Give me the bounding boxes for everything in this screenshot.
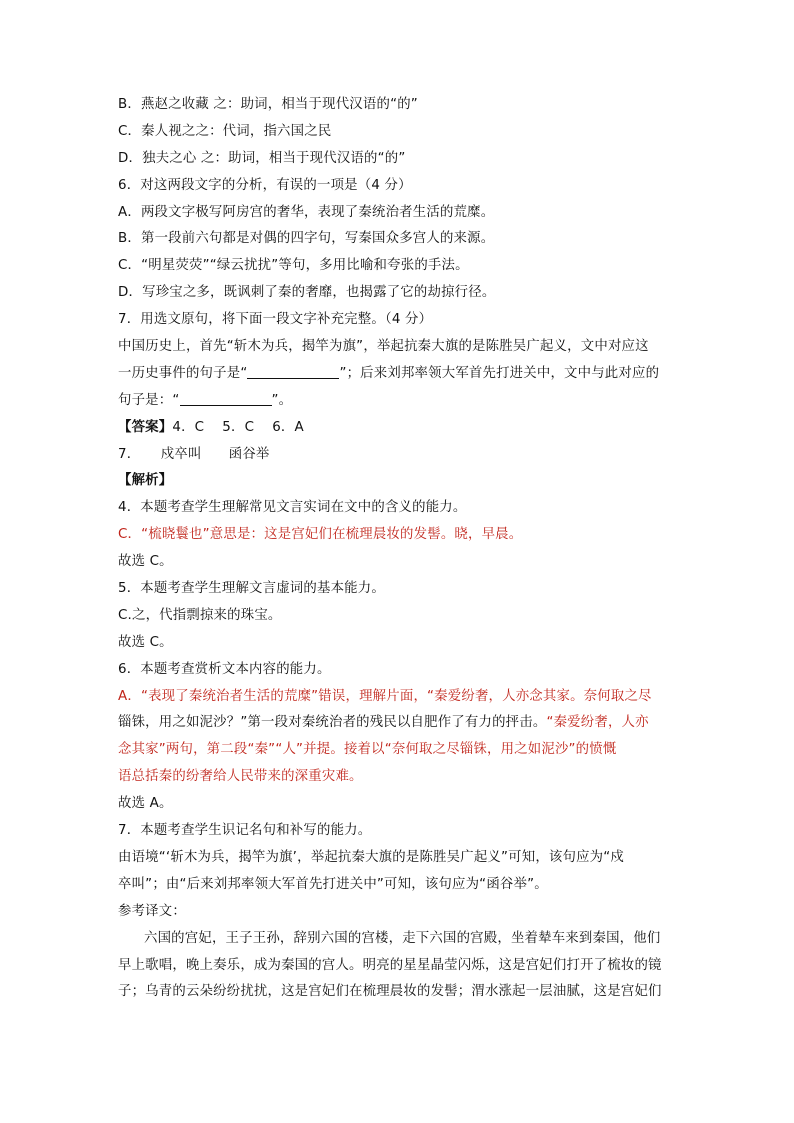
q7-text-pre: 一历史事件的句子是“ bbox=[118, 365, 248, 381]
analysis-6-detail-2b: “秦爱纷奢，人亦 bbox=[546, 715, 649, 731]
analysis-4-detail: C．“梳晓鬟也”意思是：这是宫妃们在梳理晨妆的发髻。晓，早晨。 bbox=[118, 527, 523, 543]
option-c-line: C．秦人视之之：代词，指六国之民 bbox=[118, 123, 332, 139]
translation-line-1: 六国的宫妃，王子王孙，辞别六国的宫楼，走下六国的宫殿，坐着辇车来到秦国，他们 bbox=[144, 930, 661, 946]
analysis-6-detail-1: A．“表现了秦统治者生活的荒糜”错误，理解片面，“秦爱纷奢，人亦念其家。奈何取之尽 bbox=[118, 688, 652, 704]
analysis-5-choice: 故选 C。 bbox=[118, 634, 173, 650]
analysis-7-detail-1: 由语境“‘斩木为兵，揭竿为旗’，举起抗秦大旗的是陈胜吴广起义”可知，该句应为“戍 bbox=[118, 849, 624, 865]
answer-7-line: 7． 戍卒叫 函谷举 bbox=[118, 446, 270, 462]
q6-option-c: C．“明星荧荧”“绿云扰扰”等句，多用比喻和夸张的手法。 bbox=[118, 258, 469, 274]
analysis-6-detail-2 bbox=[118, 710, 678, 737]
fill-blank-2[interactable] bbox=[180, 390, 272, 406]
analysis-5: 5．本题考查学生理解文言虚词的基本能力。 bbox=[118, 581, 385, 597]
fill-blank-1[interactable] bbox=[247, 363, 339, 379]
q7-text-post: ”。 bbox=[271, 392, 293, 408]
analysis-6: 6．本题考查赏析文本内容的能力。 bbox=[118, 661, 331, 677]
analysis-heading: 【解析】 bbox=[118, 473, 173, 489]
q7-blank-line-1 bbox=[118, 361, 678, 388]
analysis-6-choice: 故选 A。 bbox=[118, 796, 173, 812]
option-d-line: D．独夫之心 之：助词，相当于现代汉语的“的” bbox=[118, 150, 406, 166]
question-7: 7．用选文原句，将下面一段文字补充完整。（4 分） bbox=[118, 312, 433, 328]
translation-line-3: 子；乌青的云朵纷纷扰扰，这是宫妃们在梳理晨妆的发髻；渭水涨起一层油腻，这是宫妃们 bbox=[118, 984, 662, 1000]
translation-heading: 参考译文： bbox=[118, 903, 186, 919]
question-6: 6．对这两段文字的分析，有误的一项是（4 分） bbox=[118, 177, 412, 193]
analysis-7-detail-2: 卒叫”；由“后来刘邦率领大军首先打进关中”可知，该句应为“函谷举”。 bbox=[118, 876, 548, 892]
analysis-4: 4．本题考查学生理解常见文言实词在文中的含义的能力。 bbox=[118, 500, 467, 516]
q6-option-b: B．第一段前六句都是对偶的四字句，写秦国众多宫人的来源。 bbox=[118, 231, 495, 247]
analysis-6-detail-4: 语总括秦的纷奢给人民带来的深重灾难。 bbox=[118, 769, 363, 785]
analysis-4-choice: 故选 C。 bbox=[118, 554, 173, 570]
q7-text-post: ”；后来刘邦率领大军首先打进关中，文中与此对应的 bbox=[339, 365, 660, 381]
q7-text-pre: 句子是：“ bbox=[118, 392, 180, 408]
analysis-6-detail-3: 念其家”两句，第二段“秦”“人”并提。接着以“奈何取之尽锱铢，用之如泥沙”的愤慨 bbox=[118, 742, 617, 758]
analysis-5-detail: C.之，代指剽掠来的珠宝。 bbox=[118, 607, 282, 623]
q6-option-d: D．写珍宝之多，既讽刺了秦的奢靡，也揭露了它的劫掠行径。 bbox=[118, 285, 496, 301]
answer-label: 【答案】 bbox=[118, 419, 173, 435]
answer-text: 4．C 5．C 6．A bbox=[172, 419, 304, 435]
answer-line bbox=[118, 415, 678, 442]
analysis-7: 7．本题考查学生识记名句和补写的能力。 bbox=[118, 823, 372, 839]
document-page bbox=[118, 92, 678, 1006]
q7-blank-line-2 bbox=[118, 388, 678, 415]
analysis-6-detail-2a: 锱铢，用之如泥沙？”第一段对秦统治者的残民以自肥作了有力的抨击。 bbox=[118, 715, 547, 731]
q7-context-line: 中国历史上，首先“斩木为兵，揭竿为旗”，举起抗秦大旗的是陈胜吴广起义，文中对应这 bbox=[118, 339, 649, 355]
q6-option-a: A．两段文字极写阿房宫的奢华，表现了秦统治者生活的荒糜。 bbox=[118, 204, 495, 220]
option-b-line: B．燕赵之收藏 之：助词，相当于现代汉语的“的” bbox=[118, 97, 418, 112]
translation-line-2: 早上歌唱，晚上奏乐，成为秦国的宫人。明亮的星星晶莹闪烁，这是宫妃们打开了梳妆的镜 bbox=[118, 957, 662, 973]
